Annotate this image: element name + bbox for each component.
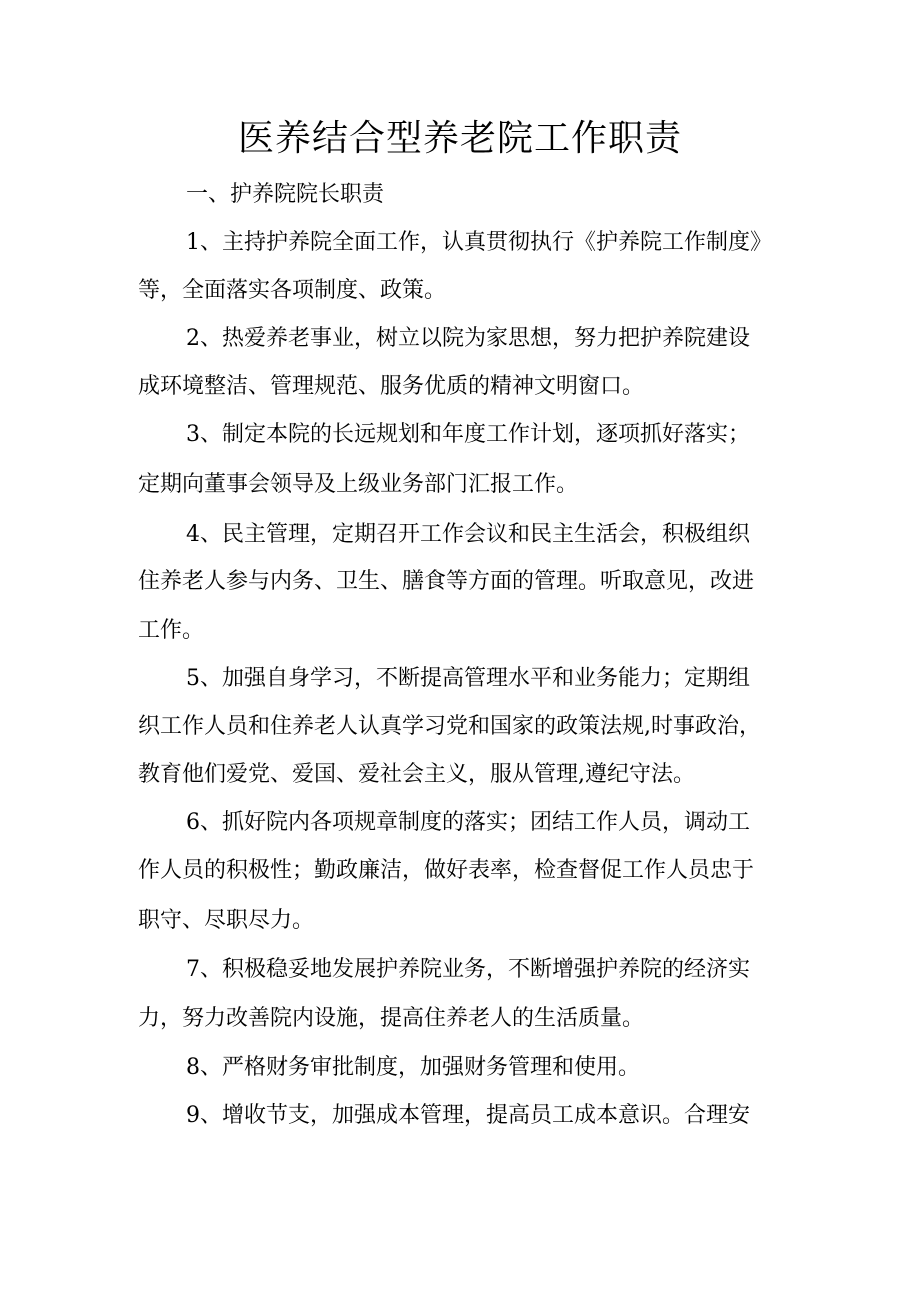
paragraph-line: 织工作人员和住养老人认真学习党和国家的政策法规,时事政治， — [138, 714, 761, 739]
paragraph-line: 教育他们爱党、爱国、爱社会主义，服从管理,遵纪守法。 — [138, 762, 695, 787]
paragraph-line: 3、制定本院的长远规划和年度工作计划，逐项抓好落实； — [186, 422, 750, 447]
paragraph-line: 成环境整洁、管理规范、服务优质的精神文明窗口。 — [138, 374, 645, 399]
paragraph-line: 7、积极稳妥地发展护养院业务，不断增强护养院的经济实 — [186, 957, 750, 982]
paragraph-line: 1、主持护养院全面工作，认真贯彻执行《护养院工作制度》 — [186, 230, 772, 255]
document-title: 医养结合型养老院工作职责 — [237, 118, 682, 159]
paragraph-line: 4、民主管理，定期召开工作会议和民主生活会，积极组织 — [186, 522, 750, 547]
paragraph-line: 5、加强自身学习，不断提高管理水平和业务能力；定期组 — [186, 666, 750, 691]
paragraph-line: 作人员的积极性；勤政廉洁，做好表率，检查督促工作人员忠于 — [138, 858, 755, 883]
paragraph-line: 力，努力改善院内设施，提高住养老人的生活质量。 — [138, 1006, 645, 1031]
paragraph-line: 等，全面落实各项制度、政策。 — [138, 278, 447, 303]
paragraph-line: 2、热爱养老事业，树立以院为家思想，努力把护养院建设 — [186, 326, 750, 351]
paragraph-line: 定期向董事会领导及上级业务部门汇报工作。 — [138, 472, 579, 497]
paragraph-line: 工作。 — [138, 618, 205, 643]
paragraph-line: 8、严格财务审批制度，加强财务管理和使用。 — [186, 1055, 640, 1080]
paragraph-line: 9、增收节支，加强成本管理，提高员工成本意识。合理安 — [186, 1103, 750, 1128]
paragraph-line: 职守、尽职尽力。 — [138, 908, 315, 933]
paragraph-line: 住养老人参与内务、卫生、膳食等方面的管理。听取意见，改进 — [138, 569, 755, 594]
section-heading: 一、护养院院长职责 — [186, 182, 385, 207]
paragraph-line: 6、抓好院内各项规章制度的落实；团结工作人员，调动工 — [186, 810, 750, 835]
